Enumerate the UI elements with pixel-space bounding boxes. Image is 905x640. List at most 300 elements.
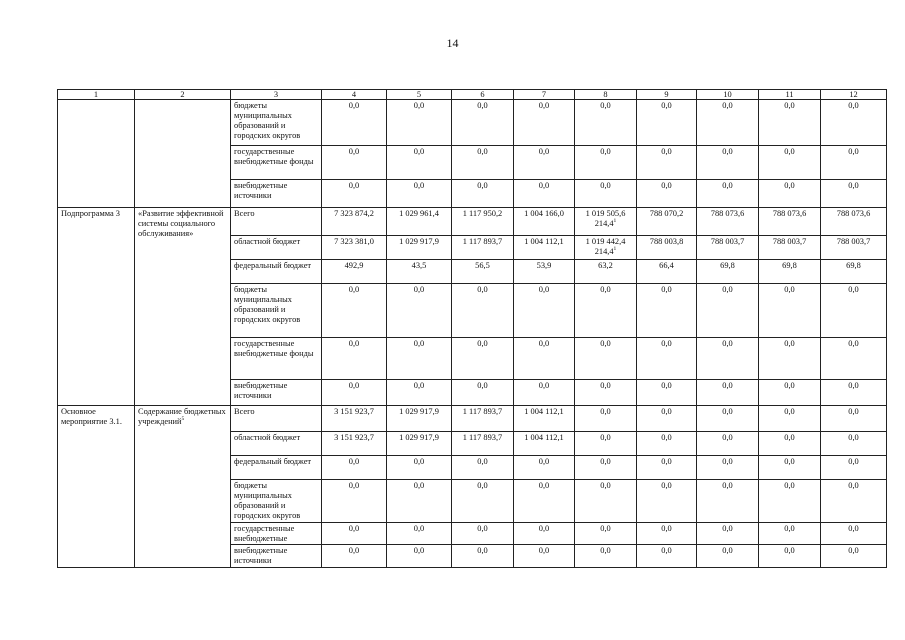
amount-cell (637, 146, 697, 180)
amount-value: 0,0 (848, 457, 859, 466)
amount-value: 56,5 (475, 261, 490, 270)
amount-cell (514, 146, 575, 180)
amount-value: 0,0 (477, 523, 488, 533)
amount-cell (322, 480, 387, 523)
amount-value: 0,0 (722, 481, 733, 490)
amount-value: 0,0 (348, 101, 360, 110)
amount-value: 0,0 (848, 147, 859, 156)
amount-cell (387, 406, 452, 432)
amount-cell (452, 522, 514, 545)
amount-value: 0,0 (600, 147, 611, 156)
amount-cell (697, 406, 759, 432)
amount-value: 0,0 (784, 407, 795, 416)
column-number: 6 (452, 90, 514, 100)
amount-cell (759, 545, 821, 568)
amount-value: 0,0 (784, 433, 795, 442)
amount-value: 0,0 (784, 523, 795, 533)
amount-value: 0,0 (600, 433, 611, 442)
amount-cell (697, 208, 759, 236)
funding-source-cell: Всего (231, 208, 322, 236)
amount-cell (514, 380, 575, 406)
amount-cell (387, 180, 452, 208)
amount-value: 0,0 (784, 101, 795, 110)
amount-cell (637, 480, 697, 523)
amount-value: 3 151 923,7 (334, 407, 374, 416)
amount-value: 0,0 (784, 285, 795, 294)
amount-cell (452, 406, 514, 432)
amount-value: 0,0 (848, 546, 859, 556)
amount-cell (575, 522, 637, 545)
amount-cell (821, 432, 887, 456)
amount-cell (759, 146, 821, 180)
amount-value: 63,2 (598, 261, 613, 270)
amount-cell (575, 432, 637, 456)
amount-value: 0,0 (661, 101, 672, 110)
amount-value: 0,0 (413, 481, 425, 490)
amount-cell (322, 146, 387, 180)
amount-cell (697, 522, 759, 545)
amount-value: 0,0 (784, 381, 795, 390)
amount-value: 0,0 (413, 523, 425, 533)
amount-cell (759, 522, 821, 545)
funding-source-cell: федеральный бюджет (231, 456, 322, 480)
amount-cell (322, 545, 387, 568)
amount-value: 0,0 (661, 285, 672, 294)
amount-cell (387, 380, 452, 406)
amount-value: 69,8 (782, 261, 797, 270)
amount-extra-value: 214,4 (594, 218, 614, 228)
column-number: 1 (58, 90, 135, 100)
amount-value: 0,0 (477, 285, 488, 294)
amount-value: 1 004 112,1 (524, 407, 564, 416)
amount-cell (322, 380, 387, 406)
amount-value: 0,0 (348, 481, 360, 490)
amount-cell (637, 456, 697, 480)
amount-value: 0,0 (661, 433, 672, 442)
amount-cell (514, 545, 575, 568)
amount-value: 69,8 (720, 261, 735, 270)
footnote-mark: 1 (613, 218, 617, 225)
amount-cell (637, 432, 697, 456)
amount-cell (697, 380, 759, 406)
program-title-text: Содержание бюджетных учреждений (138, 407, 226, 426)
amount-cell (514, 406, 575, 432)
column-number: 12 (821, 90, 887, 100)
amount-value: 492,9 (344, 261, 364, 270)
amount-cell (452, 338, 514, 380)
program-title-text: «Развитие эффективной системы социального обслуживания» (138, 209, 224, 238)
amount-cell (759, 338, 821, 380)
amount-value: 0,0 (413, 181, 425, 190)
amount-value: 0,0 (600, 407, 611, 416)
amount-value: 7 323 381,0 (334, 237, 374, 246)
amount-cell (514, 236, 575, 260)
amount-value: 0,0 (413, 285, 425, 294)
amount-cell (322, 406, 387, 432)
funding-source-cell: государственные внебюджетные фонды (231, 146, 322, 180)
amount-cell (387, 338, 452, 380)
amount-cell (821, 406, 887, 432)
amount-value: 0,0 (661, 181, 672, 190)
amount-value: 0,0 (600, 381, 611, 390)
amount-cell (821, 208, 887, 236)
table-row (58, 208, 887, 236)
amount-value: 0,0 (477, 457, 488, 466)
amount-value: 788 073,6 (710, 209, 745, 218)
amount-value: 0,0 (848, 339, 859, 348)
column-number: 9 (637, 90, 697, 100)
amount-cell (575, 406, 637, 432)
footnote-mark: 5 (181, 416, 185, 423)
amount-cell (387, 260, 452, 284)
amount-value: 0,0 (348, 285, 360, 294)
amount-value: 0,0 (722, 433, 733, 442)
funding-source-cell: внебюджетные источники (231, 545, 322, 568)
column-number-row (58, 90, 887, 100)
amount-cell (821, 284, 887, 338)
amount-value: 0,0 (348, 181, 360, 190)
amount-value: 1 029 917,9 (399, 237, 439, 246)
amount-cell (759, 180, 821, 208)
amount-value: 788 003,7 (836, 237, 871, 246)
amount-value: 0,0 (477, 339, 488, 348)
amount-cell (637, 208, 697, 236)
amount-cell (387, 522, 452, 545)
amount-value: 0,0 (413, 457, 425, 466)
amount-cell (697, 456, 759, 480)
column-number: 4 (322, 90, 387, 100)
amount-value: 0,0 (538, 546, 550, 556)
amount-value: 0,0 (784, 457, 795, 466)
amount-cell (575, 545, 637, 568)
amount-value: 0,0 (538, 339, 550, 348)
amount-value: 1 117 893,7 (462, 237, 503, 246)
amount-value: 1 029 961,4 (399, 209, 439, 218)
amount-cell (452, 545, 514, 568)
amount-value: 788 003,7 (772, 237, 807, 246)
amount-extra (578, 247, 633, 257)
amount-cell (697, 236, 759, 260)
column-number: 2 (135, 90, 231, 100)
amount-value: 0,0 (661, 407, 672, 416)
amount-value: 0,0 (661, 457, 672, 466)
amount-cell (637, 522, 697, 545)
amount-value: 0,0 (477, 147, 488, 156)
table-row (58, 406, 887, 432)
amount-value: 0,0 (722, 285, 733, 294)
amount-value: 1 004 112,1 (524, 433, 564, 442)
table-row (58, 100, 887, 146)
amount-value: 0,0 (722, 457, 733, 466)
amount-value: 0,0 (477, 181, 488, 190)
column-number: 11 (759, 90, 821, 100)
amount-cell (452, 432, 514, 456)
amount-value: 788 003,8 (649, 237, 684, 246)
funding-source-cell: бюджеты муниципальных образований и городских округов (231, 480, 322, 523)
amount-cell (821, 180, 887, 208)
amount-cell (759, 260, 821, 284)
amount-value: 1 117 893,7 (462, 433, 503, 442)
amount-value: 0,0 (722, 101, 733, 110)
amount-value: 0,0 (538, 523, 550, 533)
column-number: 10 (697, 90, 759, 100)
amount-cell (452, 180, 514, 208)
amount-cell (759, 380, 821, 406)
amount-cell (759, 432, 821, 456)
amount-cell (697, 432, 759, 456)
amount-value: 0,0 (784, 147, 795, 156)
funding-source-cell: федеральный бюджет (231, 260, 322, 284)
amount-value: 1 029 917,9 (399, 407, 439, 416)
funding-source-cell: государственные внебюджетные фонды (231, 338, 322, 380)
program-title-cell (135, 208, 231, 406)
amount-cell (637, 545, 697, 568)
budget-table (57, 89, 887, 568)
amount-value: 0,0 (600, 285, 611, 294)
amount-value: 0,0 (848, 181, 859, 190)
amount-cell (514, 522, 575, 545)
budget-table-body (58, 100, 887, 568)
amount-cell (821, 260, 887, 284)
amount-cell (575, 236, 637, 260)
amount-cell (514, 432, 575, 456)
amount-cell (387, 545, 452, 568)
column-number: 8 (575, 90, 637, 100)
amount-value: 0,0 (848, 433, 859, 442)
amount-cell (637, 284, 697, 338)
amount-value: 1 019 505,6 (585, 209, 626, 218)
amount-value: 0,0 (413, 101, 425, 110)
amount-value: 1 004 112,1 (524, 237, 564, 246)
column-number: 7 (514, 90, 575, 100)
amount-value: 0,0 (722, 181, 733, 190)
amount-value: 0,0 (348, 457, 360, 466)
amount-cell (452, 260, 514, 284)
amount-cell (759, 284, 821, 338)
amount-cell (575, 260, 637, 284)
amount-cell (821, 338, 887, 380)
amount-value: 0,0 (413, 339, 425, 348)
amount-cell (387, 456, 452, 480)
amount-value: 0,0 (848, 285, 859, 294)
amount-value: 1 004 166,0 (524, 209, 564, 218)
amount-value: 0,0 (600, 101, 611, 110)
amount-cell (637, 380, 697, 406)
amount-cell (637, 180, 697, 208)
amount-value: 0,0 (477, 481, 488, 490)
amount-cell (452, 380, 514, 406)
amount-value: 0,0 (538, 147, 550, 156)
program-name-cell: Основное мероприятие 3.1. (58, 406, 135, 568)
amount-value: 0,0 (661, 523, 672, 533)
amount-cell (387, 236, 452, 260)
amount-value: 0,0 (848, 481, 859, 490)
amount-value: 0,0 (784, 481, 795, 490)
amount-cell (452, 146, 514, 180)
amount-value: 0,0 (848, 407, 859, 416)
funding-source-cell: внебюджетные источники (231, 380, 322, 406)
amount-cell (697, 100, 759, 146)
amount-value: 0,0 (600, 339, 611, 348)
amount-cell (697, 545, 759, 568)
column-number: 5 (387, 90, 452, 100)
amount-cell (322, 522, 387, 545)
amount-value: 1 117 950,2 (462, 209, 503, 218)
amount-cell (514, 456, 575, 480)
amount-cell (452, 480, 514, 523)
amount-cell (514, 480, 575, 523)
amount-value: 0,0 (848, 381, 859, 390)
amount-cell (452, 456, 514, 480)
amount-cell (514, 284, 575, 338)
amount-cell (387, 284, 452, 338)
amount-value: 0,0 (661, 381, 672, 390)
amount-value: 0,0 (661, 546, 672, 556)
amount-value: 43,5 (411, 261, 427, 270)
funding-source-cell: внебюджетные источники (231, 180, 322, 208)
amount-cell (637, 236, 697, 260)
amount-value: 0,0 (784, 339, 795, 348)
amount-cell (514, 100, 575, 146)
amount-cell (575, 208, 637, 236)
amount-cell (759, 480, 821, 523)
amount-cell (821, 522, 887, 545)
amount-value: 788 073,6 (772, 209, 807, 218)
amount-value: 0,0 (348, 147, 360, 156)
amount-value: 0,0 (600, 523, 611, 533)
amount-value: 0,0 (413, 381, 425, 390)
footnote-mark: 1 (613, 246, 617, 253)
amount-value: 0,0 (722, 147, 733, 156)
amount-cell (387, 208, 452, 236)
amount-value: 1 019 442,4 (585, 237, 626, 246)
amount-value: 0,0 (348, 546, 360, 556)
amount-cell (322, 456, 387, 480)
amount-cell (322, 208, 387, 236)
amount-cell (452, 236, 514, 260)
amount-value: 788 073,6 (836, 209, 871, 218)
amount-cell (387, 432, 452, 456)
amount-cell (514, 180, 575, 208)
amount-value: 66,4 (659, 261, 674, 270)
program-name-cell (58, 100, 135, 208)
amount-value: 0,0 (538, 101, 550, 110)
amount-value: 53,9 (536, 261, 552, 270)
amount-value: 0,0 (600, 481, 611, 490)
amount-value: 0,0 (538, 481, 550, 490)
program-title-cell (135, 406, 231, 568)
amount-cell (322, 100, 387, 146)
amount-cell (452, 208, 514, 236)
amount-value: 0,0 (661, 481, 672, 490)
amount-cell (821, 380, 887, 406)
amount-cell (697, 180, 759, 208)
funding-source-cell: государственные внебюджетные (231, 522, 322, 545)
program-name-cell: Подпрограмма 3 (58, 208, 135, 406)
amount-cell (821, 545, 887, 568)
amount-cell (322, 432, 387, 456)
amount-value: 0,0 (538, 181, 550, 190)
amount-cell (452, 100, 514, 146)
amount-extra (578, 219, 633, 229)
amount-cell (322, 260, 387, 284)
amount-value: 788 070,2 (649, 209, 684, 218)
page-number: 14 (446, 36, 459, 50)
amount-value: 0,0 (477, 546, 488, 556)
funding-source-cell: бюджеты муниципальных образований и городских округов (231, 284, 322, 338)
amount-cell (759, 456, 821, 480)
amount-value: 0,0 (600, 546, 611, 556)
amount-value: 1 117 893,7 (462, 407, 503, 416)
amount-cell (575, 284, 637, 338)
amount-value: 0,0 (661, 339, 672, 348)
amount-cell (759, 208, 821, 236)
amount-value: 0,0 (848, 523, 859, 533)
amount-cell (514, 338, 575, 380)
amount-cell (387, 100, 452, 146)
amount-cell (387, 146, 452, 180)
amount-value: 0,0 (538, 457, 550, 466)
amount-value: 69,8 (846, 261, 861, 270)
amount-value: 0,0 (538, 381, 550, 390)
amount-cell (322, 338, 387, 380)
amount-value: 0,0 (784, 546, 795, 556)
amount-extra-value: 214,4 (594, 246, 614, 256)
amount-value: 0,0 (600, 457, 611, 466)
amount-value: 0,0 (348, 381, 360, 390)
amount-cell (575, 180, 637, 208)
amount-cell (821, 100, 887, 146)
amount-cell (637, 338, 697, 380)
amount-value: 0,0 (348, 523, 360, 533)
amount-value: 0,0 (848, 101, 859, 110)
amount-cell (575, 100, 637, 146)
funding-source-cell: Всего (231, 406, 322, 432)
amount-value: 788 003,7 (710, 237, 745, 246)
amount-cell (322, 236, 387, 260)
amount-value: 7 323 874,2 (334, 209, 374, 218)
funding-source-cell: бюджеты муниципальных образований и городских округов (231, 100, 322, 146)
amount-cell (759, 236, 821, 260)
amount-cell (575, 480, 637, 523)
amount-cell (637, 260, 697, 284)
amount-cell (821, 146, 887, 180)
amount-cell (697, 260, 759, 284)
amount-cell (514, 208, 575, 236)
amount-cell (697, 480, 759, 523)
program-title-cell (135, 100, 231, 208)
amount-value: 0,0 (722, 339, 733, 348)
amount-cell (452, 284, 514, 338)
amount-value: 0,0 (722, 407, 733, 416)
amount-value: 0,0 (477, 381, 488, 390)
amount-cell (697, 338, 759, 380)
amount-cell (575, 456, 637, 480)
amount-cell (697, 146, 759, 180)
amount-value: 0,0 (348, 339, 360, 348)
amount-cell (322, 180, 387, 208)
amount-cell (821, 456, 887, 480)
amount-value: 0,0 (661, 147, 672, 156)
amount-cell (514, 260, 575, 284)
amount-cell (637, 100, 697, 146)
amount-value: 0,0 (413, 147, 425, 156)
amount-cell (322, 284, 387, 338)
amount-cell (759, 406, 821, 432)
funding-source-cell: областной бюджет (231, 432, 322, 456)
amount-value: 0,0 (722, 381, 733, 390)
amount-value: 0,0 (784, 181, 795, 190)
